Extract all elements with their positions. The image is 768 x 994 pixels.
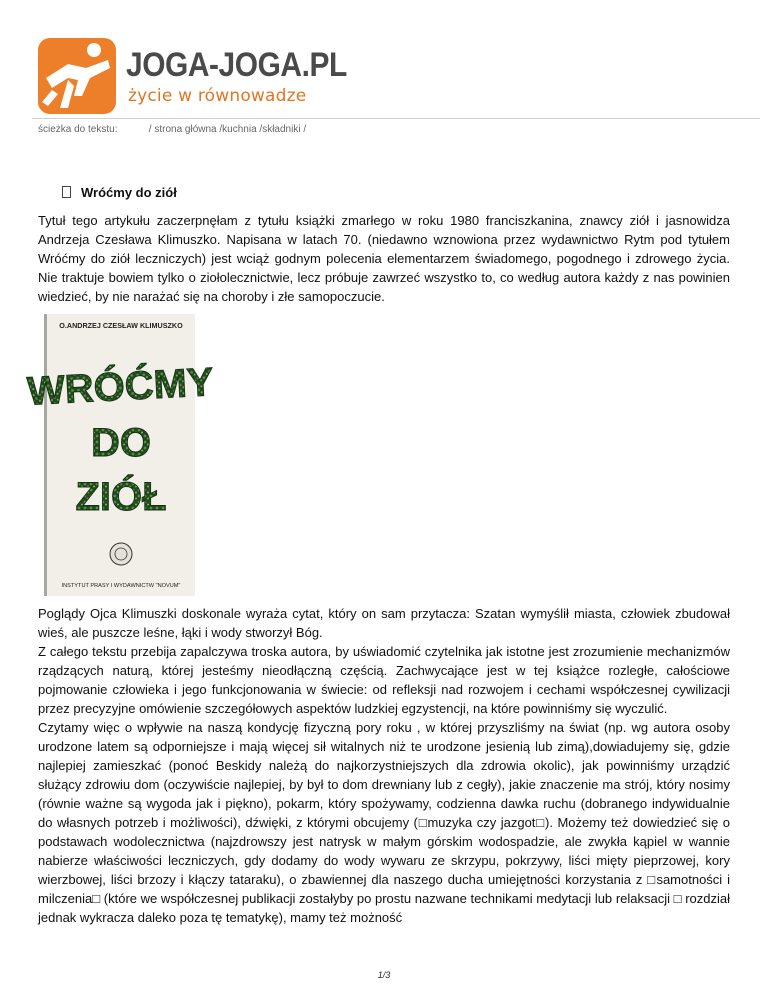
article-title (62, 185, 177, 200)
breadcrumb-item-ingredients[interactable]: składniki (262, 124, 301, 135)
breadcrumb-item-home[interactable]: strona główna (154, 124, 217, 135)
cover-author: O.ANDRZEJ CZESŁAW KLIMUSZKO (59, 321, 183, 330)
page-number: 1/3 (377, 970, 391, 980)
breadcrumb-item-kitchen[interactable]: kuchnia (222, 124, 257, 135)
book-cover-image (25, 314, 215, 596)
site-tagline: życie w równowadze (128, 86, 307, 106)
body-paragraph-3: Czytamy więc o wpływie na naszą kondycję fizyczną pory roku , w której przyszliśmy na świat (np. wg autora osoby urodzone latem są odporniejsze i mają więcej sił witalnych niż te urodzone jesienią lub zimą),dowiadujemy się, gdzie najlepiej zamieszkać (ponoć Beskidy należą do najkorzystniejszych dla zdrowia okolic), jak powinniśmy urządzić służący zdrowiu dom (oczywiście najlepiej, by był to dom drewniany lub z cegły), jakie znaczenie ma strój, który nosimy (równie ważne są wygoda jak i piękno), pokarm, który spożywamy, codzienna dawka ruchu (dobranego indywidualnie do własnych potrzeb i możliwości), dźwięki, z którymi obcujemy (□muzyka czy jazgot□). Możemy też dowiedzieć się o podstawach wodolecznictwa (najzdrowszy jest natrysk w małym górskim wodospadzie, ale zwykła kąpiel w wannie nabierze właściwości leczniczych, gdy dodamy do wody wywaru ze skrzypu, pokrzywy, liści mięty pieprzowej, kory wierzbowej, liści brzozy i kłączy tataraku), o zbawiennej dla naszego ducha umiejętności korzystania z □samotności i milczenia□ (które we współczesnej publikacji zostałyby po prostu nazwane technikami medytacji lub relaksacji □ rozdział jednak wykracza daleko poza tę tematykę), mamy też możność (38, 720, 730, 925)
cover-publisher: INSTYTUT PRASY I WYDAWNICTW "NOVUM" (61, 583, 181, 589)
body-paragraph-2: Z całego tekstu przebija zapalczywa troska autora, by uświadomić czytelnika jak istotne jest zrozumienie mechanizmów rządzących naturą, której jesteśmy nieodłączną częścią. Zachwycające jest w tej książce rozległe, całościowe pojmowanie człowieka i jego funkcjonowania w świecie: od refleksji nad rozwojem i cechami współczesnej cywilizacji przez precyzyjne omówienie szczegółowych aspektów ludzkiej egzystencji, na które powinniśmy się wyczulić. (38, 644, 730, 716)
body-paragraph-1: Poglądy Ojca Klimuszki doskonale wyraża cytat, który on sam przytacza: Szatan wymyślił miasta, człowiek zbudował wieś, ale puszcze leśne, łąki i wody stworzył Bóg. (38, 606, 730, 640)
header-divider (32, 118, 760, 119)
article-title-text: Wróćmy do ziół (81, 185, 177, 200)
missing-glyph-icon (62, 186, 71, 198)
cover-title-line-2: DO (91, 421, 151, 465)
site-header (38, 38, 358, 114)
cover-title-line-3: ZIÓŁ (75, 475, 167, 519)
site-name[interactable]: JOGA-JOGA.PL (126, 46, 347, 84)
publisher-emblem-icon (110, 543, 132, 565)
breadcrumb-label: ścieżka do tekstu: (38, 124, 118, 135)
intro-paragraph (38, 211, 730, 306)
logo-icon[interactable] (38, 38, 116, 114)
intro-text: Tytuł tego artykułu zaczerpnęłam z tytułu książki zmarłego w roku 1980 franciszkanina, znawcy ziół i jasnowidza Andrzeja Czesława Klimuszko. Napisana w latach 70. (niedawno wznowiona przez wydawnictwo Rytm pod tytułem Wróćmy do ziół leczniczych) jest wciąż godnym polecenia elementarzem świadomego, pogodnego i zdrowego życia. Nie traktuje bowiem tylko o ziołolecznictwie, lecz próbuje zawrzeć wszystko to, co według autora każdy z nas powinien wiedzieć, by nie narażać się na choroby i złe samopoczucie. (38, 213, 730, 304)
body-paragraphs (38, 604, 730, 927)
cover-title-line-1: WRÓĆMY (25, 360, 215, 414)
breadcrumb: ścieżka do tekstu: / strona główna /kuchnia /składniki / (38, 124, 307, 135)
